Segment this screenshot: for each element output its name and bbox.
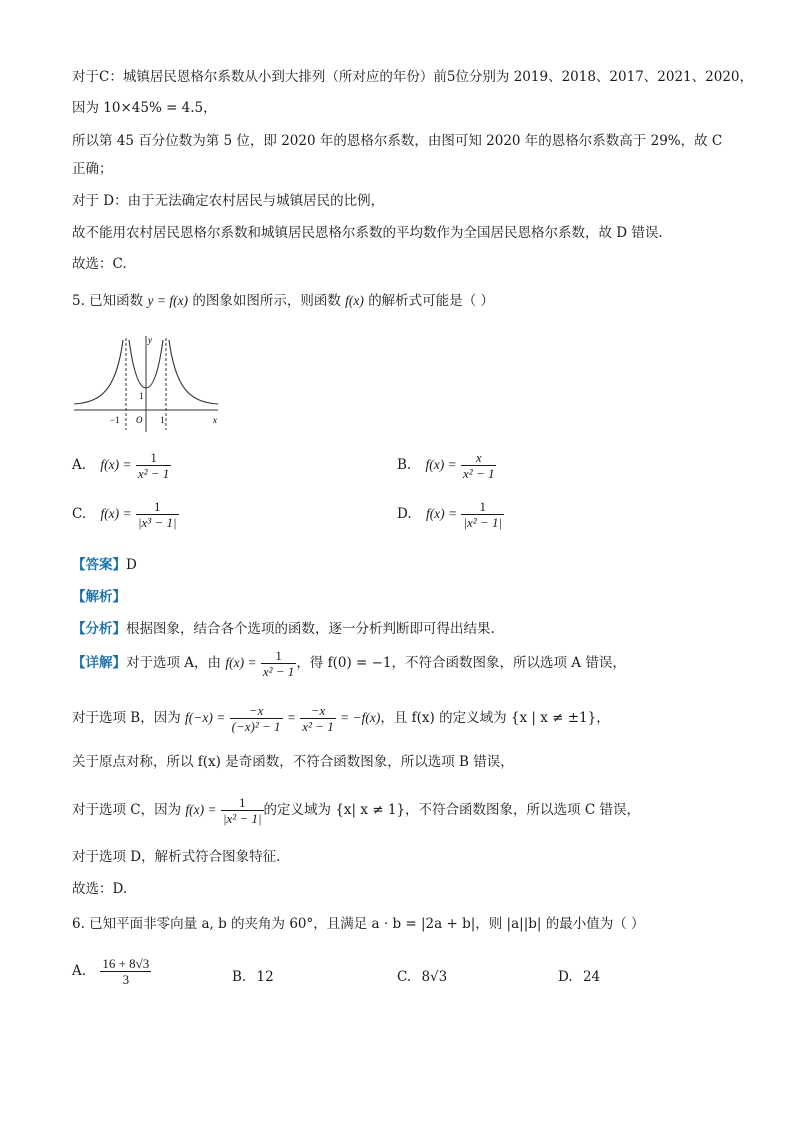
- detail-b-pre: 对于选项 B，因为: [72, 710, 181, 726]
- q5-option-c-label: C.: [72, 506, 87, 522]
- q5-answer: [72, 556, 137, 574]
- q5-option-b-den: x² − 1: [463, 466, 495, 481]
- q6-option-b-label: B.: [232, 969, 247, 985]
- graph-label-one-x: 1: [160, 415, 165, 425]
- analysis-tag: 【解析】: [72, 589, 126, 605]
- q5-stem-function-2: f(x): [345, 293, 364, 308]
- detail-tag: 【详解】: [72, 655, 126, 671]
- q5-option-c-lhs: f(x) =: [100, 506, 132, 521]
- q6-option-c[interactable]: [397, 968, 447, 986]
- graph-label-y: y: [148, 335, 152, 345]
- q5-option-b-fraction: [461, 450, 496, 481]
- q5-stem-text-a: 5. 已知函数: [72, 293, 144, 309]
- fenxi-tag: 【分析】: [72, 621, 126, 637]
- q5-option-d-den: |x² − 1|: [463, 515, 503, 530]
- q5-detail-d: 对于选项 D，解析式符合图象特征.: [72, 849, 281, 865]
- detail-c-num: 1: [221, 795, 264, 811]
- curve-right-branch: [169, 340, 218, 404]
- detail-a-fraction: [261, 648, 296, 679]
- q5-option-a-num: 1: [136, 450, 171, 466]
- detail-a-den: x² − 1: [262, 664, 295, 679]
- graph-label-one-y: 1: [139, 391, 144, 401]
- answer-value: D: [126, 557, 137, 573]
- prev-choose: 故选：C.: [72, 256, 127, 272]
- prev-c-line1: 对于C：城镇居民恩格尔系数从小到大排列（所对应的年份）前5位分别为 2019、2018、2017、2021、2020，: [72, 69, 753, 85]
- detail-a-pre: 对于选项 A，由: [126, 655, 222, 671]
- q5-stem: [72, 292, 494, 310]
- q5-option-d-fraction: [461, 499, 504, 530]
- graph-label-neg1: −1: [110, 415, 120, 425]
- q5-option-d-label: D.: [397, 506, 412, 522]
- q6-option-d[interactable]: [558, 968, 600, 986]
- prev-c-line2: 因为 10×45% = 4.5，: [72, 100, 217, 116]
- q6-option-c-label: C.: [397, 969, 412, 985]
- q5-function-graph: [70, 332, 222, 434]
- prev-d-line1: 对于 D：由于无法确定农村居民与城镇居民的比例，: [72, 193, 385, 209]
- q5-option-d-num: 1: [461, 499, 504, 515]
- detail-b-frac-2: $\frac{-x}{\text{x² − 1}}$: [302, 703, 334, 734]
- detail-c-lhs: f(x) =: [185, 802, 217, 817]
- q6-option-c-value: 8√3: [421, 969, 448, 985]
- q5-stem-text-c: 的解析式可能是（ ）: [368, 293, 494, 309]
- detail-a-num: 1: [261, 648, 296, 664]
- q5-option-a[interactable]: [72, 450, 171, 481]
- q6-option-b[interactable]: [232, 968, 274, 986]
- q6-option-a-num: 16 + 8√3: [102, 956, 150, 971]
- q5-analysis-heading: [72, 588, 126, 606]
- q6-option-d-label: D.: [558, 969, 573, 985]
- q5-detail-a: [72, 648, 626, 679]
- detail-a-lhs: f(x) =: [225, 655, 257, 670]
- q5-stem-function: y = f(x): [147, 293, 189, 308]
- q5-fenxi: [72, 620, 495, 638]
- q5-detail-b: 对于选项 B，因为 f(−x) = $\frac{-x}{\text{(−x)² − 1}}$ = $\frac{-x}{\text{x² − 1}}$ = −f(x)，且 f(x) 的定义域为 {x | x ≠ ±1}，: [72, 703, 610, 734]
- detail-b-mid: ，且 f(x) 的定义域为 {x | x ≠ ±1}，: [380, 710, 610, 726]
- detail-a-post: ，得 f(0) = −1，不符合函数图象，所以选项 A 错误，: [296, 655, 626, 671]
- q5-detail-b2: 关于原点对称，所以 f(x) 是奇函数，不符合函数图象，所以选项 B 错误，: [72, 754, 514, 770]
- q6-option-b-value: 12: [256, 969, 274, 985]
- q5-option-c-den: |x³ − 1|: [137, 515, 177, 530]
- detail-b-frac-1: $\frac{-x}{\text{(−x)² − 1}}$: [231, 703, 281, 734]
- q6-option-d-value: 24: [582, 969, 601, 985]
- q5-option-c[interactable]: [72, 499, 179, 530]
- q5-option-a-fraction: [136, 450, 171, 481]
- graph-label-origin: O: [136, 415, 143, 425]
- q6-stem: 6. 已知平面非零向量 a, b 的夹角为 60°，且满足 a · b = |2a + b|，则 |a||b| 的最小值为（ ）: [72, 916, 645, 932]
- curve-left-branch: [74, 340, 123, 404]
- q5-option-d-lhs: f(x) =: [425, 506, 458, 521]
- q6-option-a-label: A.: [72, 963, 87, 979]
- prev-d-line2: 故不能用农村居民恩格尔系数和城镇居民恩格尔系数的平均数作为全国居民恩格尔系数，故 D 错误.: [72, 225, 663, 241]
- q5-option-b[interactable]: [397, 450, 496, 481]
- q6-option-a[interactable]: [72, 956, 151, 987]
- q6-option-a-fraction: [100, 956, 151, 987]
- q5-option-b-num: x: [461, 450, 496, 466]
- q5-option-a-den: x² − 1: [137, 466, 170, 481]
- detail-c-pre: 对于选项 C，因为: [72, 802, 182, 818]
- fenxi-text: 根据图象，结合各个选项的函数，逐一分析判断即可得出结果.: [126, 621, 495, 637]
- q5-option-b-label: B.: [397, 457, 412, 473]
- q5-option-d[interactable]: [397, 499, 504, 530]
- q5-option-b-lhs: f(x) =: [425, 457, 457, 472]
- q5-option-c-num: 1: [136, 499, 179, 515]
- q5-option-c-fraction: [136, 499, 179, 530]
- prev-c-line3: 所以第 45 百分位数为第 5 位，即 2020 年的恩格尔系数，由图可知 2020 年的恩格尔系数高于 29%，故 C: [72, 133, 723, 149]
- q5-option-a-label: A.: [72, 457, 87, 473]
- q6-option-a-den: 3: [122, 972, 130, 987]
- prev-c-line4: 正确；: [72, 161, 113, 177]
- q5-option-a-lhs: f(x) =: [100, 457, 132, 472]
- answer-tag: 【答案】: [72, 557, 126, 573]
- graph-label-x: x: [213, 415, 217, 425]
- q5-stem-text-b: 的图象如图所示，则函数: [192, 293, 341, 309]
- detail-c-post: 的定义域为 {x| x ≠ 1}，不符合函数图象，所以选项 C 错误，: [263, 802, 640, 818]
- detail-c-fraction: $\frac{1}{\text{|x² − 1|}}$: [222, 795, 262, 826]
- q5-detail-c: [72, 795, 640, 826]
- q5-choose: 故选：D.: [72, 881, 128, 897]
